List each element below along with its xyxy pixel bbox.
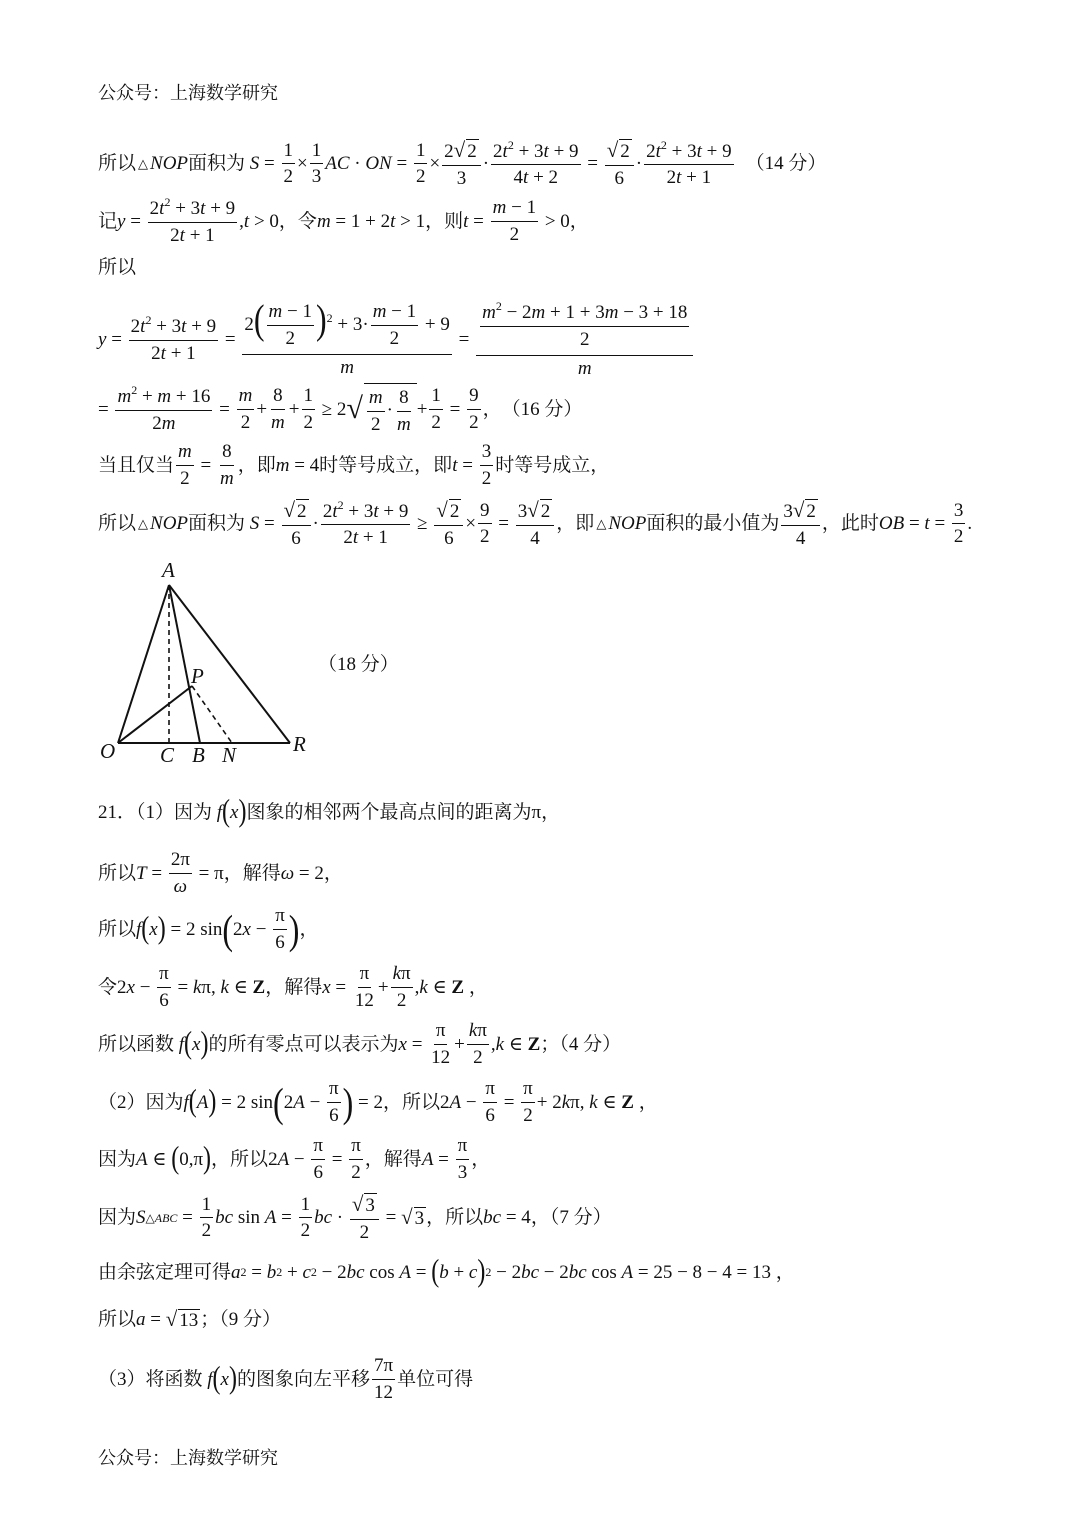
- score-4: ；（4 分）: [540, 1033, 622, 1055]
- score-7: ，（7 分）: [530, 1207, 612, 1229]
- label-n: N: [222, 743, 237, 767]
- q21-function: 所以 f ( x ) = 2 sin ( 2 x − π 6 ) ，: [98, 905, 319, 953]
- label-p: P: [191, 664, 204, 688]
- label-b: B: [192, 743, 205, 767]
- label-a: A: [162, 558, 175, 582]
- part2-result: 所以 a = √ 13 ；（9 分）: [98, 1307, 282, 1331]
- line-inequality: = $m^2 + m + 16$ 2m = m 2 + 8 m + 1 2 ≥ 2 √ $\frac{m}{2}$ · $\frac{8}{m}$ + 1 2 = 9 2 ， （16 分）: [98, 383, 583, 435]
- part2-area: 因为 S △ABC = 1 2 bc sin A = 1 2 bc · √ 3 2 = √ 3 ，所以 bc = 4 ，（7 分）: [98, 1192, 612, 1243]
- part3-shift: （3）将函数 f ( x ) 的图象向左平移 7π 12 单位可得: [98, 1355, 474, 1403]
- page-footer-source: 公众号：上海数学研究: [98, 1448, 278, 1468]
- segment-op: [118, 686, 192, 743]
- part2-cosine-law: 由余弦定理可得 a 2 = b 2 + c 2 − 2 bc cos A = ( b + c ) 2 − 2 bc − 2 bc cos A = 25 − 8 − 4 = 13 ，: [98, 1255, 795, 1289]
- edge-oa: [118, 585, 169, 743]
- q21-zeros-solve: 令 2 x − π 6 = k π, k ∈ Z ，解得 x = π 12 + kπ 2 , k ∈ Z ，: [98, 963, 488, 1011]
- label-r: R: [293, 732, 306, 756]
- q21-intro: 21．（1）因为 f ( x ) 图象的相邻两个最高点间的距离为π，: [98, 795, 561, 829]
- edge-ar: [169, 585, 290, 743]
- line-equality-condition: 当且仅当 m 2 = 8 m ，即 m = 4 时等号成立，即 t = 3 2 时等号成立，: [98, 441, 610, 489]
- triangle-figure: [92, 555, 332, 770]
- score-9: ；（9 分）: [200, 1309, 282, 1330]
- label-c: C: [160, 743, 175, 767]
- line-y-transform: y = $2t^2 + 3t + 9$ 2t + 1 = 2( $\frac{m - 1}{2}$ )$^2$ + 3· $\frac{m - 1}{2}$ + 9 m = $\frac{m^2 - 2m + 1 + 3m - 3 + 18}{2}$ m: [98, 300, 695, 380]
- part2-fa: （2）因为 f ( A ) = 2 sin ( 2 A − π 6 ) = 2 ，所以 2 A − π 6 = π 2 + 2 k π, k ∈ Z ，: [98, 1078, 658, 1126]
- line-area-expression: 所以 △ NOP 面积为 S = 1 2 × 1 3 AC · ON = 1 2 × 2√ 2 3 · $2t^2 + 3t + 9$ 4t + 2 = √ 2 6 · $2t^2 + 3t + 9$ 2t + 1 （14 分）: [98, 137, 827, 189]
- score-18: （18 分）: [318, 654, 399, 675]
- line-suoyi: 所以: [98, 257, 137, 278]
- label-o: O: [100, 739, 116, 763]
- score-16: （16 分）: [501, 398, 583, 420]
- score-14: （14 分）: [745, 153, 827, 175]
- q21-zeros-result: 所以函数 f ( x ) 的所有零点可以表示为 x = π 12 + kπ 2 , k ∈ Z ；（4 分）: [98, 1020, 622, 1068]
- part2-angle: 因为 A ∈ ( 0,π ) ，所以 2 A − π 6 = π 2 ，解得 A = π 3 ，: [98, 1135, 491, 1183]
- line-min-area: 所以 △ NOP 面积为 S = √ 2 6 · $2t^2 + 3t + 9$ 2t + 1 ≥ √ 2 6 × 9 2 = 3√ 2 4 ，即 △ NOP 面积的最小值为 3√ 2 4 ，此时 OB = t = 3 2 .: [98, 497, 973, 549]
- page-header-source: 公众号：上海数学研究: [98, 83, 278, 103]
- q21-period: 所以 T = 2π ω = π ，解得 ω = 2，: [98, 849, 343, 897]
- line-substitution: 记 y = $2t^2 + 3t + 9$ 2t + 1 , t > 0 ，令 m = 1 + 2 t > 1 ，则 t = m − 1 2 > 0 ，: [98, 195, 589, 246]
